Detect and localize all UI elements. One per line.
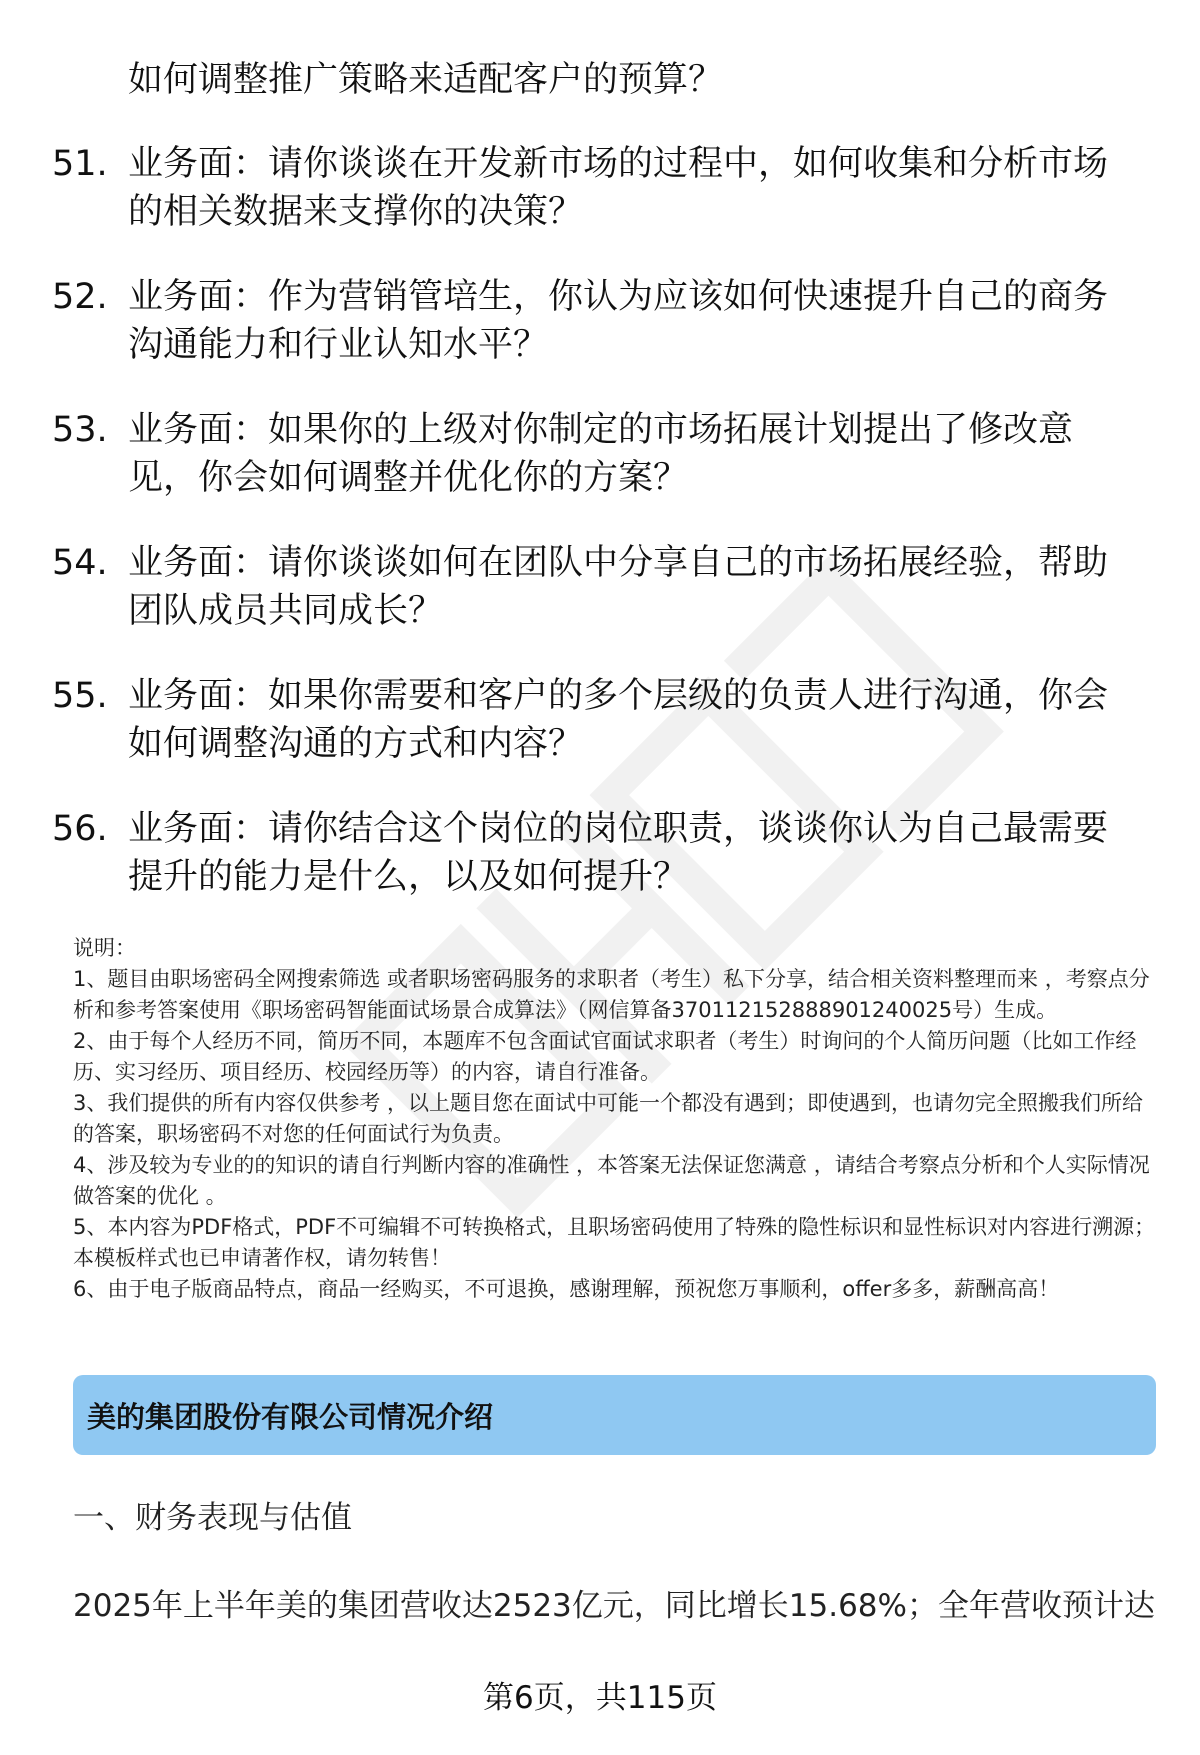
question-text: 业务面：请你谈谈在开发新市场的过程中，如何收集和分析市场的相关数据来支撑你的决策？ (128, 144, 1109, 232)
question-number: 52. (52, 277, 108, 317)
question-text: 业务面：请你谈谈如何在团队中分享自己的市场拓展经验，帮助团队成员共同成长？ (128, 543, 1109, 631)
question-item (52, 273, 1152, 369)
note-item: 6、由于电子版商品特点，商品一经购买，不可退换，感谢理解，预祝您万事顺利，offer多多，薪酬高高！ (73, 1277, 1060, 1301)
question-item (52, 672, 1152, 768)
question-item (52, 140, 1152, 236)
question-continuation: 如何调整推广策略来适配客户的预算？ (128, 60, 724, 100)
notes-title: 说明： (73, 936, 136, 960)
question-number: 55. (52, 676, 108, 716)
question-number: 51. (52, 144, 108, 184)
question-number: 56. (52, 809, 108, 849)
question-number: 54. (52, 543, 108, 583)
question-text: 业务面：请你结合这个岗位的岗位职责，谈谈你认为自己最需要提升的能力是什么，以及如何提升？ (128, 809, 1109, 897)
note-item: 4、涉及较为专业的的知识的请自行判断内容的准确性 ，本答案无法保证您满意 ，请结合考察点分析和个人实际情况做答案的优化 。 (73, 1153, 1150, 1208)
question-item (52, 406, 1152, 502)
question-text: 业务面：作为营销管培生，你认为应该如何快速提升自己的商务沟通能力和行业认知水平？ (128, 277, 1109, 365)
note-item: 5、本内容为PDF格式，PDF不可编辑不可转换格式，且职场密码使用了特殊的隐性标识和显性标识对内容进行溯源；本模板样式也已申请著作权，请勿转售！ (73, 1215, 1156, 1270)
question-text: 业务面：如果你的上级对你制定的市场拓展计划提出了修改意见，你会如何调整并优化你的方案？ (128, 410, 1074, 498)
note-item: 2、由于每个人经历不同，简历不同，本题库不包含面试官面试求职者（考生）时询问的个人简历问题（比如工作经历、实习经历、项目经历、校园经历等）的内容，请自行准备。 (73, 1029, 1137, 1084)
notes-section (73, 933, 1163, 1305)
company-banner (73, 1375, 1156, 1455)
question-item (52, 539, 1152, 635)
question-text: 业务面：如果你需要和客户的多个层级的负责人进行沟通，你会如何调整沟通的方式和内容？ (128, 676, 1109, 764)
question-list (52, 140, 1152, 938)
note-item: 1、题目由职场密码全网搜索筛选 或者职场密码服务的求职者（考生）私下分享，结合相关资料整理而来 ，考察点分析和参考答案使用《职场密码智能面试场景合成算法》（网信算备370112152888901240025号）生成。 (73, 967, 1150, 1022)
page-number-footer: 第6页，共115页 (483, 1680, 717, 1716)
company-banner-title: 美的集团股份有限公司情况介绍 (87, 1399, 494, 1434)
question-item (52, 805, 1152, 901)
body-paragraph: 2025年上半年美的集团营收达2523亿元，同比增长15.68%；全年营收预计达 (73, 1588, 1155, 1624)
question-number: 53. (52, 410, 108, 450)
note-item: 3、我们提供的所有内容仅供参考 ，以上题目您在面试中可能一个都没有遇到；即使遇到，也请勿完全照搬我们所给的答案，职场密码不对您的任何面试行为负责。 (73, 1091, 1144, 1146)
section-heading: 一、财务表现与估值 (73, 1500, 352, 1536)
